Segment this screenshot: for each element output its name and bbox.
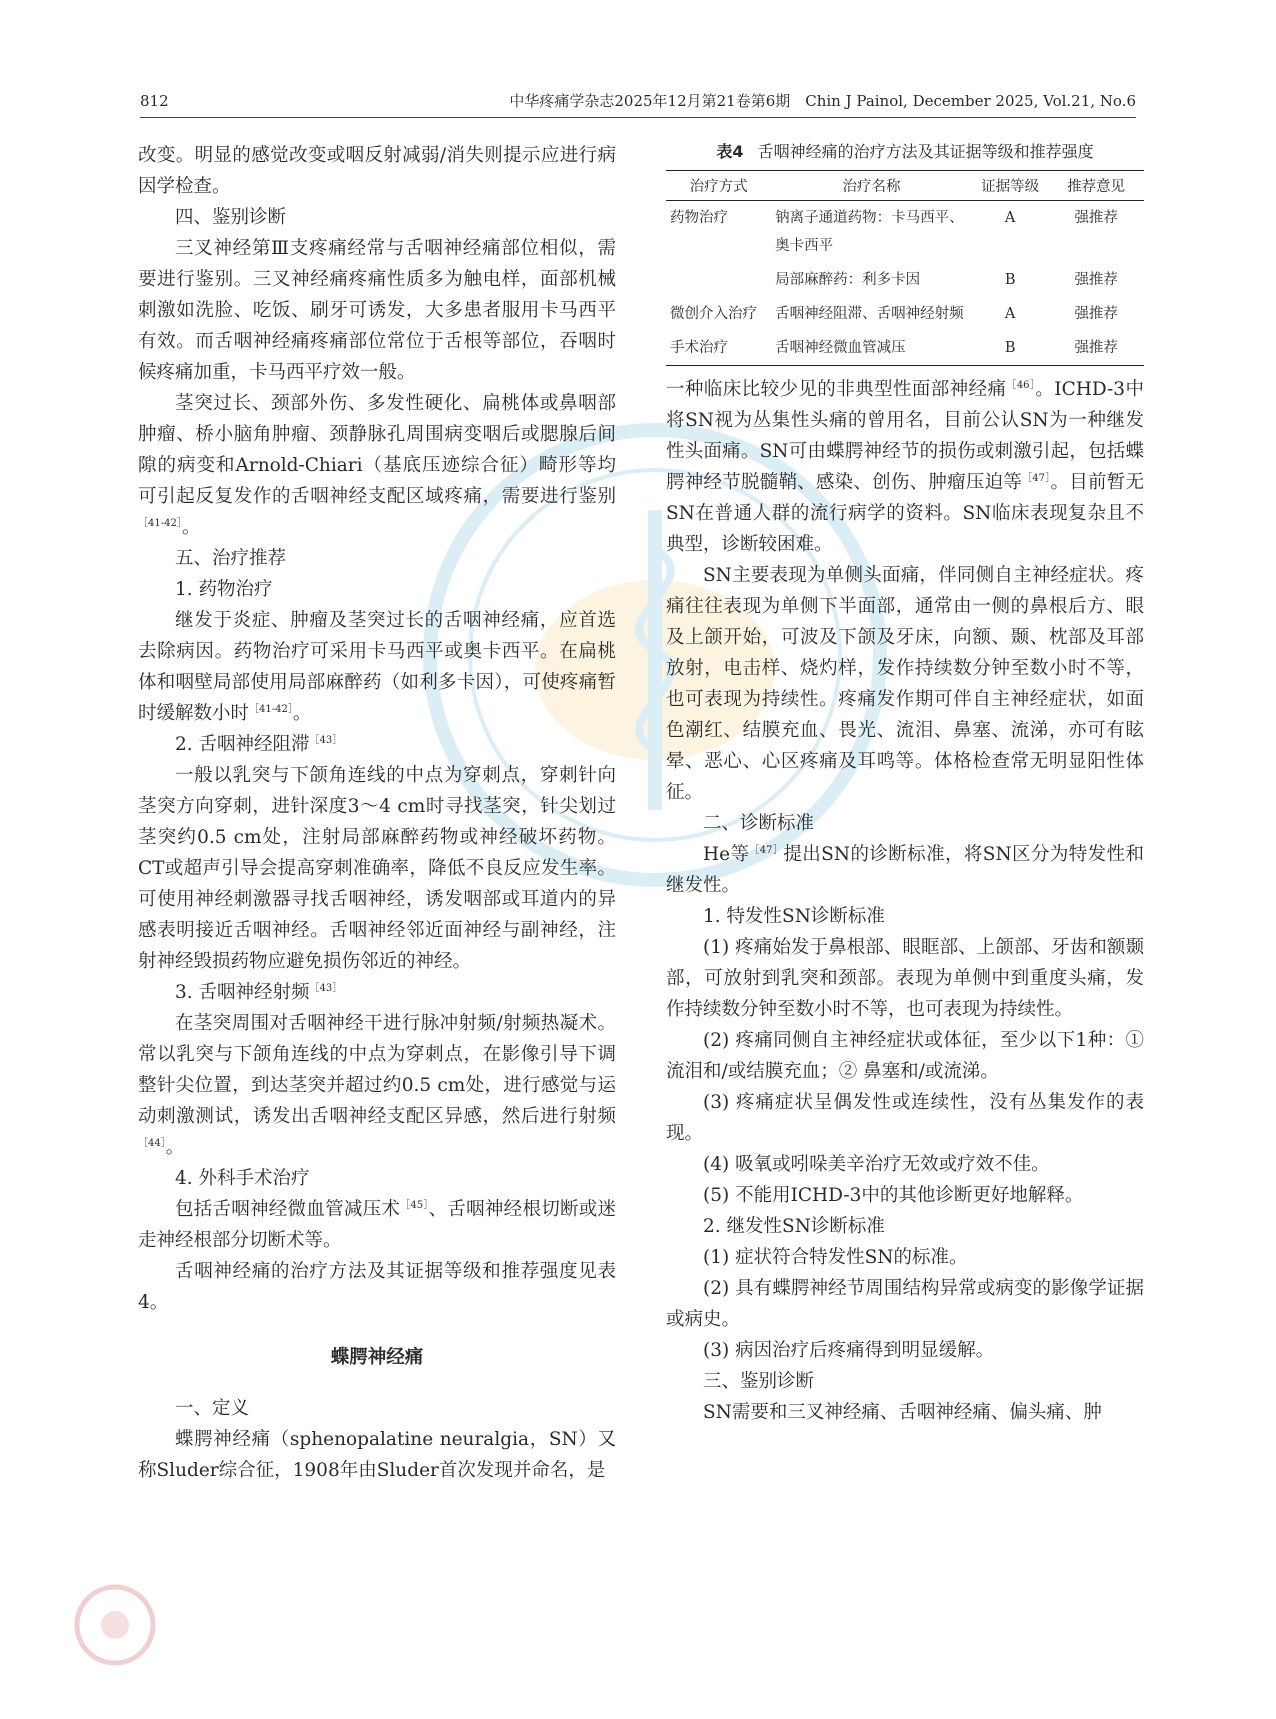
subsection-heading: 3. 舌咽神经射频$^{[43]}$ <box>175 982 343 1003</box>
table-row: 手术治疗 舌咽神经微血管减压 B 强推荐 <box>670 340 1118 356</box>
article-section-title: 蝶腭神经痛 <box>330 1347 424 1368</box>
criterion: (2) 具有蝶腭神经节周围结构异常或病变的影像学证据或病史。 <box>666 1278 1144 1330</box>
left-column <box>138 140 616 1486</box>
paragraph: He等$^{[47]}$提出SN的诊断标准，将SN区分为特发性和继发性。 <box>666 844 1144 896</box>
citation-ref: ［45］ <box>400 1199 429 1211</box>
page-number: 812 <box>140 92 169 110</box>
table-row: 药物治疗 钠离子通道药物：卡马西平、奥卡西平 A 强推荐 <box>670 210 1118 254</box>
citation-ref: ［43］ <box>309 982 343 994</box>
section-heading: 四、鉴别诊断 <box>175 207 287 228</box>
citation-ref: ［44］ <box>138 1137 166 1149</box>
table-row: 局部麻醉药：利多卡因 B 强推荐 <box>775 272 1118 288</box>
table-header: 证据等级 <box>972 171 1048 201</box>
subsection-heading: 1. 特发性SN诊断标准 <box>703 906 885 927</box>
paragraph: 一般以乳突与下颌角连线的中点为穿刺点，穿刺针向茎突方向穿刺，进针深度3～4 cm时寻找茎突，针尖划过茎突约0.5 cm处，注射局部麻醉药物或神经破坏药物。CT或超声引导会提高穿刺准确率，降低不良反应发生率。可使用神经刺激器寻找舌咽神经，诱发咽部或耳道内的异感表明接近舌咽神经。舌咽神经邻近面神经与副神经，注射神经毁损药物应避免损伤邻近的神经。 <box>138 765 616 972</box>
paragraph: 一种临床比较少见的非典型性面部神经痛$^{[46]}$。ICHD-3中将SN视为丛集性头痛的曾用名，目前公认SN为一种继发性头面痛。SN可由蝶腭神经节的损伤或刺激引起，包括蝶腭神经节脱髓鞘、感染、创伤、肿瘤压迫等$^{[47]}$。目前暂无SN在普通人群的流行病学的资料。SN临床表现复杂且不典型，诊断较困难。 <box>666 379 1144 555</box>
criterion: (4) 吸氧或吲哚美辛治疗无效或疗效不佳。 <box>703 1154 1050 1175</box>
treatment-table <box>666 170 1144 366</box>
criterion: (5) 不能用ICHD-3中的其他诊断更好地解释。 <box>703 1185 1084 1206</box>
paragraph: 包括舌咽神经微血管减压术$^{[45]}$、舌咽神经根切断或迷走神经根部分切断术等。 <box>138 1199 616 1251</box>
citation-ref: ［41-42］ <box>249 703 293 715</box>
subsection-heading: 2. 继发性SN诊断标准 <box>703 1216 885 1237</box>
table-header: 推荐意见 <box>1048 171 1144 201</box>
citation-ref: ［41-42］ <box>138 517 182 529</box>
publisher-logo <box>70 1580 160 1670</box>
section-heading: 一、定义 <box>175 1398 250 1419</box>
section-heading: 三、鉴别诊断 <box>703 1371 815 1392</box>
paragraph: SN需要和三叉神经痛、舌咽神经痛、偏头痛、肿 <box>703 1402 1102 1423</box>
criterion: (3) 病因治疗后疼痛得到明显缓解。 <box>703 1340 995 1361</box>
criterion: (1) 症状符合特发性SN的标准。 <box>703 1247 968 1268</box>
paragraph: 茎突过长、颈部外伤、多发性硬化、扁桃体或鼻咽部肿瘤、桥小脑角肿瘤、颈静脉孔周围病变咽后或腮腺后间隙的病变和Arnold-Chiari（基底压迹综合征）畸形等均可引起反复发作的舌咽神经支配区域疼痛，需要进行鉴别$^{[41-42]}$。 <box>138 393 616 538</box>
section-heading: 二、诊断标准 <box>703 813 815 834</box>
criterion: (3) 疼痛症状呈偶发性或连续性，没有丛集发作的表现。 <box>666 1092 1144 1144</box>
paragraph: 蝶腭神经痛（sphenopalatine neuralgia，SN）又称Sluder综合征，1908年由Sluder首次发现并命名，是 <box>138 1429 616 1481</box>
right-column <box>666 140 1144 1428</box>
table-row: 微创介入治疗 舌咽神经阻滞、舌咽神经射频 A 强推荐 <box>670 306 1118 322</box>
criterion: (1) 疼痛始发于鼻根部、眼眶部、上颌部、牙齿和额颞部，可放射到乳突和颈部。表现为单侧中到重度头痛，发作持续数分钟至数小时不等，也可表现为持续性。 <box>666 937 1144 1020</box>
journal-citation: 中华疼痛学杂志2025年12月第21卷第6期 Chin J Painol, December 2025, Vol.21, No.6 <box>509 92 1136 110</box>
citation-ref: ［43］ <box>309 734 343 746</box>
subsection-heading: 4. 外科手术治疗 <box>175 1168 310 1189</box>
table-caption: 表4 舌咽神经痛的治疗方法及其证据等级和推荐强度 <box>716 142 1094 161</box>
page-header <box>140 90 1136 118</box>
table-header-row <box>666 171 1144 201</box>
paragraph: 继发于炎症、肿瘤及茎突过长的舌咽神经痛，应首选去除病因。药物治疗可采用卡马西平或奥卡西平。在扁桃体和咽壁局部使用局部麻醉药（如利多卡因），可使疼痛暂时缓解数小时$^{[41-42]}$。 <box>138 610 616 724</box>
paragraph: 三叉神经第Ⅲ支疼痛经常与舌咽神经痛部位相似，需要进行鉴别。三叉神经痛疼痛性质多为触电样，面部机械刺激如洗脸、吃饭、刷牙可诱发，大多患者服用卡马西平有效。而舌咽神经痛疼痛部位常位于舌根等部位，吞咽时候疼痛加重，卡马西平疗效一般。 <box>138 238 616 383</box>
table-header: 治疗方式 <box>666 171 771 201</box>
citation-ref: ［47］ <box>749 844 784 856</box>
paragraph: 在茎突周围对舌咽神经干进行脉冲射频/射频热凝术。常以乳突与下颌角连线的中点为穿刺点，在影像引导下调整针尖位置，到达茎突并超过约0.5 cm处，进行感觉与运动刺激测试，诱发出舌咽神经支配区异感，然后进行射频$^{[44]}$。 <box>138 1013 616 1158</box>
paragraph: 舌咽神经痛的治疗方法及其证据等级和推荐强度见表4。 <box>138 1261 616 1313</box>
paragraph: SN主要表现为单侧头面痛，伴同侧自主神经症状。疼痛往往表现为单侧下半面部，通常由一侧的鼻根后方、眼及上颌开始，可波及下颌及牙床，向额、颞、枕部及耳部放射，电击样、烧灼样，发作持续数分钟至数小时不等，也可表现为持续性。疼痛发作期可伴自主神经症状，如面色潮红、结膜充血、畏光、流泪、鼻塞、流涕，亦可有眩晕、恶心、心区疼痛及耳鸣等。体格检查常无明显阳性体征。 <box>666 565 1144 803</box>
section-heading: 五、治疗推荐 <box>175 548 287 569</box>
citation-ref: ［46］ <box>1006 379 1036 391</box>
paragraph: 改变。明显的感觉改变或咽反射减弱/消失则提示应进行病因学检查。 <box>138 145 616 197</box>
criterion: (2) 疼痛同侧自主神经症状或体征，至少以下1种：① 流泪和/或结膜充血；② 鼻塞和/或流涕。 <box>666 1030 1144 1082</box>
subsection-heading: 1. 药物治疗 <box>175 579 273 600</box>
table-header: 治疗名称 <box>771 171 972 201</box>
subsection-heading: 2. 舌咽神经阻滞$^{[43]}$ <box>175 734 343 755</box>
citation-ref: ［47］ <box>1022 472 1051 484</box>
